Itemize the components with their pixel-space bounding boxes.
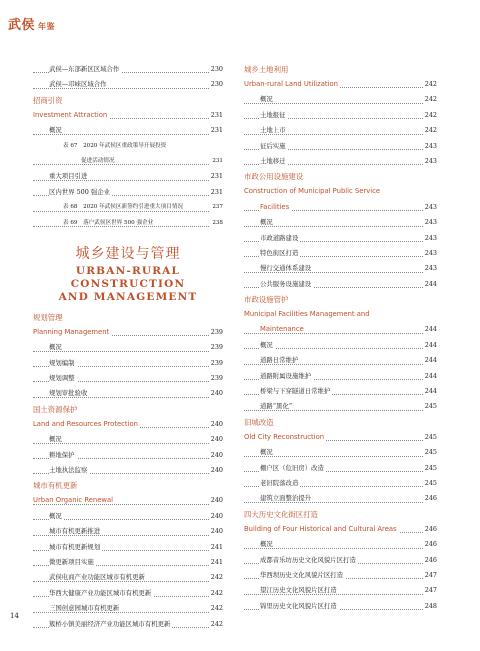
toc-entry[interactable] xyxy=(33,601,223,616)
toc-entry-page: 243 xyxy=(423,139,437,154)
toc-entry-page: 230 xyxy=(209,77,223,92)
section-title-en[interactable] xyxy=(33,325,223,340)
toc-entry[interactable] xyxy=(33,154,223,169)
toc-entry-title: 区内世界 500 强企业 xyxy=(49,187,110,196)
section-title-en[interactable] xyxy=(33,493,223,508)
section-title-cn: 旧城改造 xyxy=(244,417,274,427)
toc-entry-title: Land and Resources Protection xyxy=(33,419,138,428)
toc-entry[interactable] xyxy=(244,599,437,614)
toc-entry-page: 239 xyxy=(209,371,223,386)
toc-entry-title: 土地上市 xyxy=(260,126,286,135)
toc-entry-page: 240 xyxy=(209,386,223,401)
toc-entry[interactable] xyxy=(33,123,223,138)
toc-entry-title: 老旧院落改造 xyxy=(260,478,299,487)
toc-entry-page: 242 xyxy=(209,617,223,632)
leader-dots xyxy=(244,333,423,334)
toc-entry-title: 土地报征 xyxy=(260,110,286,119)
toc-entry-page: 230 xyxy=(209,62,223,77)
section-title-en[interactable] xyxy=(33,108,223,123)
toc-entry-page: 244 xyxy=(423,277,437,292)
toc-left-column xyxy=(33,62,223,632)
section-title-en-cont[interactable] xyxy=(244,200,437,215)
toc-entry-title: 三国创意园城市有机更新 xyxy=(49,604,120,613)
toc-entry[interactable] xyxy=(33,386,223,401)
toc-entry-page: 242 xyxy=(209,586,223,601)
toc-entry-page: 238 xyxy=(210,216,223,231)
toc-entry-page: 245 xyxy=(423,476,437,491)
toc-entry[interactable] xyxy=(244,154,437,169)
toc-entry-page: 231 xyxy=(210,154,223,169)
toc-entry-title: 武侯电商产业功能区城市有机更新 xyxy=(49,573,145,582)
toc-entry-title: 道路附属设施维护 xyxy=(260,371,312,380)
toc-entry-title: 概况 xyxy=(260,218,273,227)
toc-entry[interactable] xyxy=(244,369,437,384)
toc-entry[interactable] xyxy=(33,77,223,92)
toc-entry-page: 247 xyxy=(423,583,437,598)
toc-entry[interactable] xyxy=(244,491,437,506)
toc-entry-title: 公共服务设施建设 xyxy=(260,279,312,288)
toc-entry-title: Maintenance xyxy=(260,325,304,334)
toc-entry-page: 237 xyxy=(210,200,223,215)
toc-entry-page: 243 xyxy=(423,154,437,169)
toc-entry-title: 建筑立面整治提升 xyxy=(260,494,312,503)
toc-entry-page: 244 xyxy=(423,338,437,353)
toc-entry[interactable] xyxy=(244,553,437,568)
toc-entry[interactable] xyxy=(33,586,223,601)
toc-entry-title: 市政道路建设 xyxy=(260,233,299,242)
toc-entry-title: 道路日常维护 xyxy=(260,356,299,365)
toc-entry-title: 概况 xyxy=(260,95,273,104)
logo-subtext: 年鉴 xyxy=(38,22,56,31)
toc-entry[interactable] xyxy=(244,353,437,368)
toc-entry-page: 242 xyxy=(209,601,223,616)
toc-entry[interactable] xyxy=(33,524,223,539)
toc-entry-page: 231 xyxy=(209,169,223,184)
toc-entry[interactable] xyxy=(244,568,437,583)
toc-entry-title: 棚户区（危旧房）改造 xyxy=(260,463,324,472)
toc-entry-title: 土地移迁 xyxy=(260,156,286,165)
section-title-en[interactable] xyxy=(244,522,437,537)
section-title-en-cont[interactable] xyxy=(244,322,437,337)
leader-dots xyxy=(33,397,209,398)
section-title-en[interactable] xyxy=(33,417,223,432)
chapter-title-en-line2: AND MANAGEMENT xyxy=(58,290,198,303)
toc-entry-title: 促进活动情况 xyxy=(81,157,115,164)
toc-entry-page: 242 xyxy=(423,108,437,123)
toc-entry[interactable] xyxy=(33,448,223,463)
toc-entry[interactable] xyxy=(244,461,437,476)
section-title-cn: 城乡土地利用 xyxy=(244,65,289,74)
section-title-en: Municipal Facilities Management and xyxy=(244,310,370,319)
toc-entry-page: 243 xyxy=(423,261,437,276)
toc-entry[interactable] xyxy=(33,216,223,231)
section-title-cn: 市政设施管护 xyxy=(244,295,289,305)
section-title-en[interactable] xyxy=(244,430,437,445)
toc-entry-page: 246 xyxy=(423,553,437,568)
toc-entry-page: 241 xyxy=(209,540,223,555)
toc-entry-title: Investment Attraction xyxy=(33,110,108,119)
toc-entry[interactable] xyxy=(33,371,223,386)
leader-dots xyxy=(33,211,209,212)
section-title-cn: 四大历史文化街区打造 xyxy=(244,509,318,519)
toc-entry-page: 246 xyxy=(423,522,437,537)
toc-entry[interactable] xyxy=(244,445,437,460)
section-title-cn: 市政公用设施建设 xyxy=(244,172,304,182)
toc-entry-page: 239 xyxy=(209,356,223,371)
toc-entry[interactable] xyxy=(33,356,223,371)
toc-entry-page: 245 xyxy=(423,445,437,460)
section-title-en: Construction of Municipal Public Service xyxy=(244,187,381,196)
toc-entry-page: 243 xyxy=(423,200,437,215)
toc-entry-title: 耕地保护 xyxy=(49,450,75,459)
section-title-cn: 国土资源保护 xyxy=(33,404,78,414)
toc-entry-title: 特色街区打造 xyxy=(260,248,299,257)
toc-entry-page: 248 xyxy=(423,599,437,614)
toc-entry-title: 土地执法监察 xyxy=(49,466,88,475)
section-title-cn: 城市有机更新 xyxy=(33,481,78,491)
toc-entry[interactable] xyxy=(244,108,437,123)
toc-entry-page: 240 xyxy=(209,432,223,447)
toc-entry-page: 245 xyxy=(423,430,437,445)
toc-entry-title: 桥梁与下穿隧道日常维护 xyxy=(260,387,331,396)
toc-entry-page: 244 xyxy=(423,369,437,384)
toc-entry-page: 231 xyxy=(209,185,223,200)
toc-entry-title: 概况 xyxy=(49,435,62,444)
toc-entry-title: 望江历史文化风貌片区打造 xyxy=(260,586,337,595)
toc-entry-page: 244 xyxy=(423,322,437,337)
toc-entry-page: 242 xyxy=(423,92,437,107)
toc-entry[interactable] xyxy=(244,277,437,292)
toc-entry-title: 规划调整 xyxy=(49,374,75,383)
toc-entry-title: Building of Four Historical and Cultural Areas xyxy=(244,524,397,533)
toc-entry-title: 华西坝历史文化风貌片区打造 xyxy=(260,570,344,579)
toc-entry[interactable] xyxy=(33,340,223,355)
leader-dots xyxy=(33,226,209,227)
toc-entry[interactable] xyxy=(33,509,223,524)
toc-entry-page: 245 xyxy=(423,461,437,476)
toc-entry-page: 241 xyxy=(209,555,223,570)
yearbook-logo xyxy=(8,14,55,33)
toc-entry-title: 表 67 2020 年武侯区重政策导开展投资 xyxy=(63,142,167,149)
toc-entry-title: 概况 xyxy=(260,448,273,457)
toc-entry[interactable] xyxy=(244,399,437,414)
chapter-title-en-line1: URBAN-RURAL CONSTRUCTION xyxy=(70,264,186,290)
toc-entry-page: 242 xyxy=(209,570,223,585)
toc-entry-title: 成都音乐坊历史文化风貌片区打造 xyxy=(260,555,356,564)
toc-entry-title: 表 68 2020 年武侯区新签约引进重大项目情况 xyxy=(63,204,184,211)
logo-text: 武侯 xyxy=(8,18,36,33)
toc-entry-page: 246 xyxy=(423,491,437,506)
section-title-cn: 规划管理 xyxy=(33,312,63,322)
chapter-title-cn: 城乡建设与管理 xyxy=(75,245,181,262)
toc-entry[interactable] xyxy=(244,583,437,598)
toc-entry-title: 征后实施 xyxy=(260,141,286,150)
leader-dots xyxy=(33,164,209,165)
toc-entry-page: 244 xyxy=(423,384,437,399)
toc-right-column xyxy=(244,62,437,614)
toc-entry-page: 239 xyxy=(209,340,223,355)
toc-entry-page: 239 xyxy=(209,325,223,340)
toc-entry-title: 锦里历史文化风貌片区打造 xyxy=(260,601,337,610)
toc-entry[interactable] xyxy=(33,555,223,570)
toc-entry-title: 簇桥小镇美丽经济产业功能区城市有机更新 xyxy=(49,619,171,628)
toc-entry[interactable] xyxy=(244,92,437,107)
toc-entry[interactable] xyxy=(33,432,223,447)
toc-entry-page: 240 xyxy=(209,524,223,539)
toc-entry-page: 243 xyxy=(423,231,437,246)
toc-entry-title: Old City Reconstruction xyxy=(244,432,325,441)
toc-entry-page: 243 xyxy=(423,246,437,261)
toc-entry[interactable] xyxy=(33,185,223,200)
chapter-title-en xyxy=(33,265,223,304)
toc-entry-page: 240 xyxy=(209,509,223,524)
toc-entry-page: 247 xyxy=(423,568,437,583)
toc-entry[interactable] xyxy=(244,246,437,261)
toc-entry-page: 240 xyxy=(209,493,223,508)
toc-entry[interactable] xyxy=(33,200,223,215)
toc-entry-page: 242 xyxy=(423,123,437,138)
toc-entry-title: 概况 xyxy=(49,126,62,135)
toc-entry-page: 240 xyxy=(209,448,223,463)
toc-entry-title: Planning Management xyxy=(33,327,110,336)
section-title-en[interactable] xyxy=(244,77,437,92)
toc-entry-title: Urban-rural Land Utilization xyxy=(244,80,338,88)
toc-entry-title: 重大项目引进 xyxy=(49,172,88,181)
toc-entry[interactable] xyxy=(33,139,223,154)
toc-entry-title: 城市有机更新推进 xyxy=(49,527,101,536)
toc-entry-page: 231 xyxy=(209,108,223,123)
toc-entry[interactable] xyxy=(244,123,437,138)
toc-entry[interactable] xyxy=(33,62,223,77)
toc-entry[interactable] xyxy=(33,169,223,184)
toc-entry-title: 表 69 落户武侯区世界 500 强企业 xyxy=(63,219,154,226)
toc-entry[interactable] xyxy=(33,463,223,478)
toc-entry[interactable] xyxy=(244,537,437,552)
toc-entry[interactable] xyxy=(244,215,437,230)
toc-entry-page: 246 xyxy=(423,537,437,552)
toc-entry-title: 道路“黑化” xyxy=(260,402,293,411)
toc-entry-title: 概况 xyxy=(260,540,273,549)
toc-entry-title: 城市有机更新规划 xyxy=(49,542,101,551)
toc-entry-title: Facilities xyxy=(260,202,290,211)
toc-entry-title: 概况 xyxy=(260,340,273,349)
toc-entry[interactable] xyxy=(244,261,437,276)
toc-entry-page: 240 xyxy=(209,417,223,432)
toc-entry-title: 华西大健康产业功能区城市有机更新 xyxy=(49,588,152,597)
toc-entry[interactable] xyxy=(33,570,223,585)
section-title-cn: 招商引资 xyxy=(33,95,63,105)
toc-entry-title: Urban Organic Renewal xyxy=(33,496,114,505)
toc-entry-page: 231 xyxy=(209,123,223,138)
toc-entry-page: 242 xyxy=(423,77,437,92)
toc-entry-page: 243 xyxy=(423,215,437,230)
toc-entry-title: 概况 xyxy=(49,511,62,520)
toc-entry-title: 武侯—邛崃区域合作 xyxy=(49,80,107,89)
toc-entry[interactable] xyxy=(33,617,223,632)
toc-entry[interactable] xyxy=(244,231,437,246)
toc-entry-page: 245 xyxy=(423,399,437,414)
page-number: 14 xyxy=(10,612,19,620)
toc-entry-title: 规划编制 xyxy=(49,358,75,367)
toc-entry-title: 武侯—东部新区区域合作 xyxy=(49,65,120,73)
toc-entry[interactable] xyxy=(33,540,223,555)
toc-entry[interactable] xyxy=(244,384,437,399)
toc-entry[interactable] xyxy=(244,476,437,491)
toc-entry-title: 微更新项目实施 xyxy=(49,557,94,566)
toc-entry-title: 慢行交通体系建设 xyxy=(260,264,312,273)
toc-entry[interactable] xyxy=(244,139,437,154)
toc-entry-title: 概况 xyxy=(49,343,62,352)
toc-entry-page: 240 xyxy=(209,463,223,478)
toc-entry-page: 244 xyxy=(423,353,437,368)
toc-entry-title: 规划审批验收 xyxy=(49,389,88,398)
toc-entry[interactable] xyxy=(244,338,437,353)
